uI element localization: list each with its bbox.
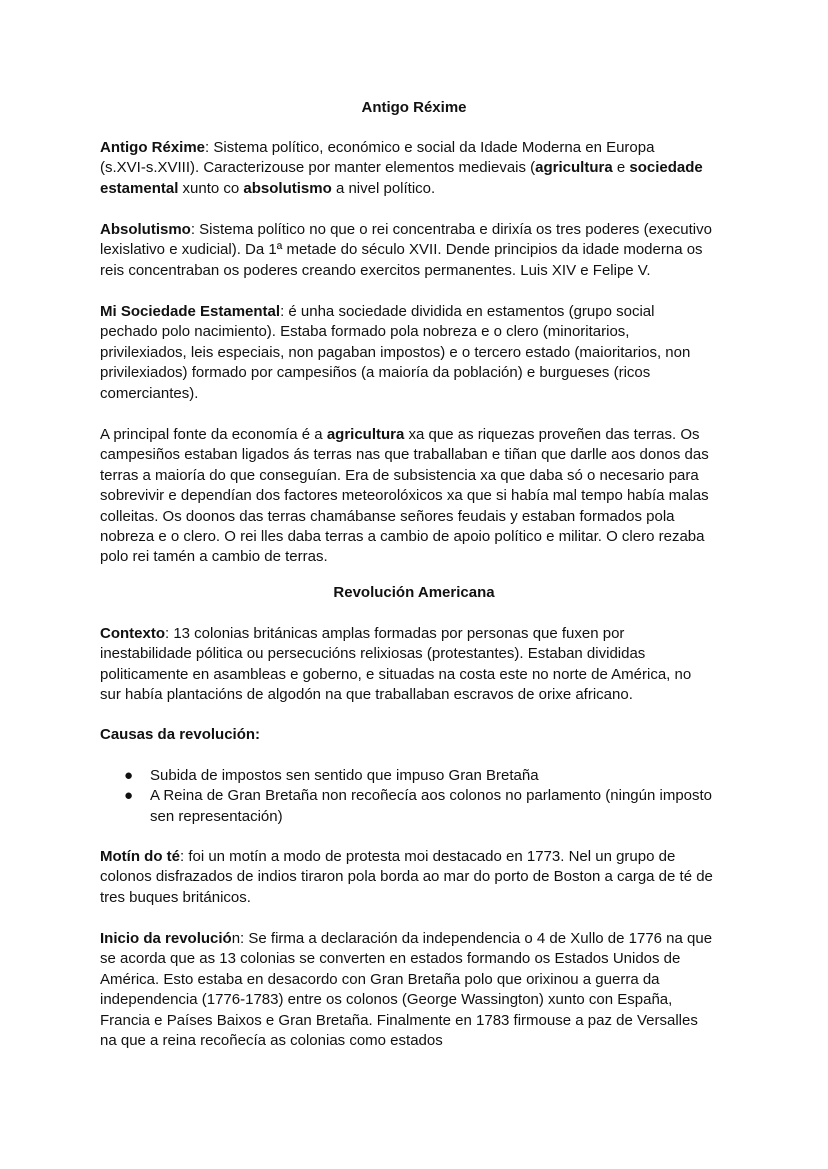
text-span: Subida de impostos sen sentido que impuso Gran Bretaña: [150, 767, 539, 784]
text-span: A Reina de Gran Bretaña non recoñecía aos colonos no parlamento (ningún imposto: [150, 787, 713, 805]
text-line: [100, 990, 740, 1010]
bold-text: Antigo Réxime: [100, 139, 206, 156]
bold-text: Causas da revolución:: [100, 726, 261, 743]
text-span: campesiños estaban ligados ás terras nas que traballaban e tiñan que darlle aos donos das: [100, 446, 709, 464]
text-line: [0, 583, 828, 603]
text-line: [0, 98, 828, 118]
text-line: [100, 507, 740, 527]
text-span: sobrevivir e dependían dos factores meteorolóxicos xa que si había mal tempo había malas: [100, 487, 709, 505]
bold-text: absolutismo: [243, 179, 332, 197]
text-span: na que a reina recoñecía as colonias como estados: [100, 1031, 443, 1049]
text-span: privilexiados) formado por campesiños (a maioría da población) e burgueses (ricos: [100, 364, 651, 382]
text-line: [100, 322, 740, 342]
text-line: [100, 486, 740, 506]
paragraph-sociedade-estamental: [100, 302, 740, 404]
text-span: inestabilidade pólitica ou persecucións relixiosas (protestantes). Estaban divididas: [100, 645, 646, 663]
text-span: tres buques británicos.: [100, 888, 251, 906]
text-line: [150, 766, 740, 786]
text-span: lexislativo e xudicial). Da 1ª metade do século XVII. Dende principios da idade moderna os: [100, 241, 703, 259]
text-span: terras a maioría do que conseguían. Era de subsistencia xa que daba só o necesario para: [100, 466, 699, 484]
text-line: [100, 1031, 740, 1051]
bold-text: Inicio da revolució: [100, 930, 232, 947]
bold-text: estamental: [100, 179, 179, 197]
paragraph-economia: [100, 425, 740, 568]
text-span: reis concentraban os poderes creando exercitos permanentes. Luis XIV e Felipe V.: [100, 261, 651, 279]
text-span: xunto co: [178, 179, 244, 197]
bold-text: sociedade: [629, 159, 703, 177]
text-line: [100, 644, 740, 664]
text-span: sur había plantacións de algodón na que traballaban escravos de orixe africano.: [100, 686, 633, 704]
text-line: [100, 240, 740, 260]
heading-causas: [100, 725, 740, 745]
bold-text: Absolutismo: [100, 221, 191, 238]
text-line: [100, 384, 740, 404]
text-line: [100, 685, 740, 705]
paragraph-contexto: [100, 624, 740, 706]
paragraph-absolutismo: [100, 220, 740, 281]
text-span: : é unha sociedade dividida en estamentos (grupo social: [280, 303, 655, 320]
text-span: independencia (1776-1783) entre os colonos (George Wassington) xunto con España,: [100, 991, 673, 1009]
text-span: : foi un motín a modo de protesta moi destacado en 1773. Nel un grupo de: [179, 848, 676, 865]
text-line: [100, 179, 740, 199]
bold-text: Motín do té: [100, 848, 180, 865]
text-span: comerciantes).: [100, 384, 199, 402]
text-span: se acorda que as 13 colonias se converten en estados formando os Estados Unidos de: [100, 950, 681, 968]
text-line: [100, 847, 740, 867]
text-line: [100, 158, 740, 178]
text-span: pechado polo nacimiento). Estaba formado pola nobreza e o clero (minoritarios,: [100, 323, 630, 341]
text-line: [100, 929, 740, 949]
bullet-icon: ●: [124, 767, 134, 784]
text-span: polo rei tamén a cambio de terras.: [100, 548, 328, 566]
text-line: [100, 888, 740, 908]
text-span: sen representación): [150, 807, 283, 825]
text-span: (s.XVI-s.XVIII). Caracterizouse por manter elementos medievais (: [100, 159, 536, 177]
text-span: a nivel político.: [331, 179, 436, 197]
text-span: colleitas. Os doonos das terras chamábanse señores feudais y estaban formados pola: [100, 507, 675, 525]
text-line: [100, 343, 740, 363]
paragraph-motin-do-te: [100, 847, 740, 908]
text-span: n: Se firma a declaración da independencia o 4 de Xullo de 1776 na que: [231, 930, 713, 947]
text-span: e: [612, 159, 630, 177]
text-line: [100, 624, 740, 644]
bold-text: agricultura: [326, 426, 405, 443]
text-line: [100, 949, 740, 969]
text-line: [100, 547, 740, 567]
text-span: politicamente en asambleas e goberno, e situadas na costa este no norte de América, no: [100, 665, 692, 683]
text-span: colonos disfrazados de indios tiraron pola borda ao mar do porto de Boston a carga de té de: [100, 868, 713, 886]
text-line: [100, 425, 740, 445]
text-line: [100, 261, 740, 281]
text-line: [100, 970, 740, 990]
text-span: xa que as riquezas proveñen das terras. Os: [404, 426, 700, 443]
bold-text: Mi Sociedade Estamental: [100, 303, 281, 320]
bullet-list-causas: [100, 766, 740, 827]
text-line: [100, 302, 740, 322]
text-line: [100, 363, 740, 383]
text-line: [100, 725, 740, 745]
text-span: nobreza e o clero. O rei lles daba terras a cambio de apoio político e militar. O clero rezaba: [100, 527, 705, 545]
list-item: [124, 786, 740, 827]
text-line: [100, 445, 740, 465]
bold-text: agricultura: [535, 159, 613, 177]
text-line: [150, 786, 740, 806]
text-span: América. Esto estaba en desacordo con Gran Bretaña polo que orixinou a guerra da: [100, 970, 660, 988]
paragraph-inicio-revolucion: [100, 929, 740, 1051]
bullet-icon: ●: [124, 787, 134, 805]
list-item: [124, 766, 740, 786]
text-span: A principal fonte da economía é a: [100, 426, 327, 443]
title-antigo-rexime: [0, 98, 828, 118]
text-line: [100, 138, 740, 158]
bold-text: Contexto: [100, 625, 165, 642]
text-line: [100, 527, 740, 547]
bold-text: Antigo Réxime: [361, 99, 467, 116]
text-line: [100, 665, 740, 685]
text-span: : Sistema político no que o rei concentraba e dirixía os tres poderes (executivo: [190, 221, 712, 238]
text-line: [100, 867, 740, 887]
title-revolucion-americana: [0, 583, 828, 603]
text-line: [100, 466, 740, 486]
paragraph-antigo-rexime: [100, 138, 740, 199]
text-line: [100, 220, 740, 240]
text-span: : 13 colonias británicas amplas formadas por personas que fuxen por: [165, 625, 625, 642]
bold-text: Revolución Americana: [333, 584, 495, 601]
text-span: Francia e Países Baixos e Gran Bretaña. Finalmente en 1783 firmouse a paz de Versalles: [100, 1011, 698, 1029]
text-span: privilexiados, leis especiais, non pagaban impostos) e o tercero estado (maioritarios, non: [100, 343, 691, 361]
text-span: : Sistema político, económico e social da Idade Moderna en Europa: [205, 139, 655, 156]
text-line: [150, 807, 740, 827]
text-line: [100, 1011, 740, 1031]
